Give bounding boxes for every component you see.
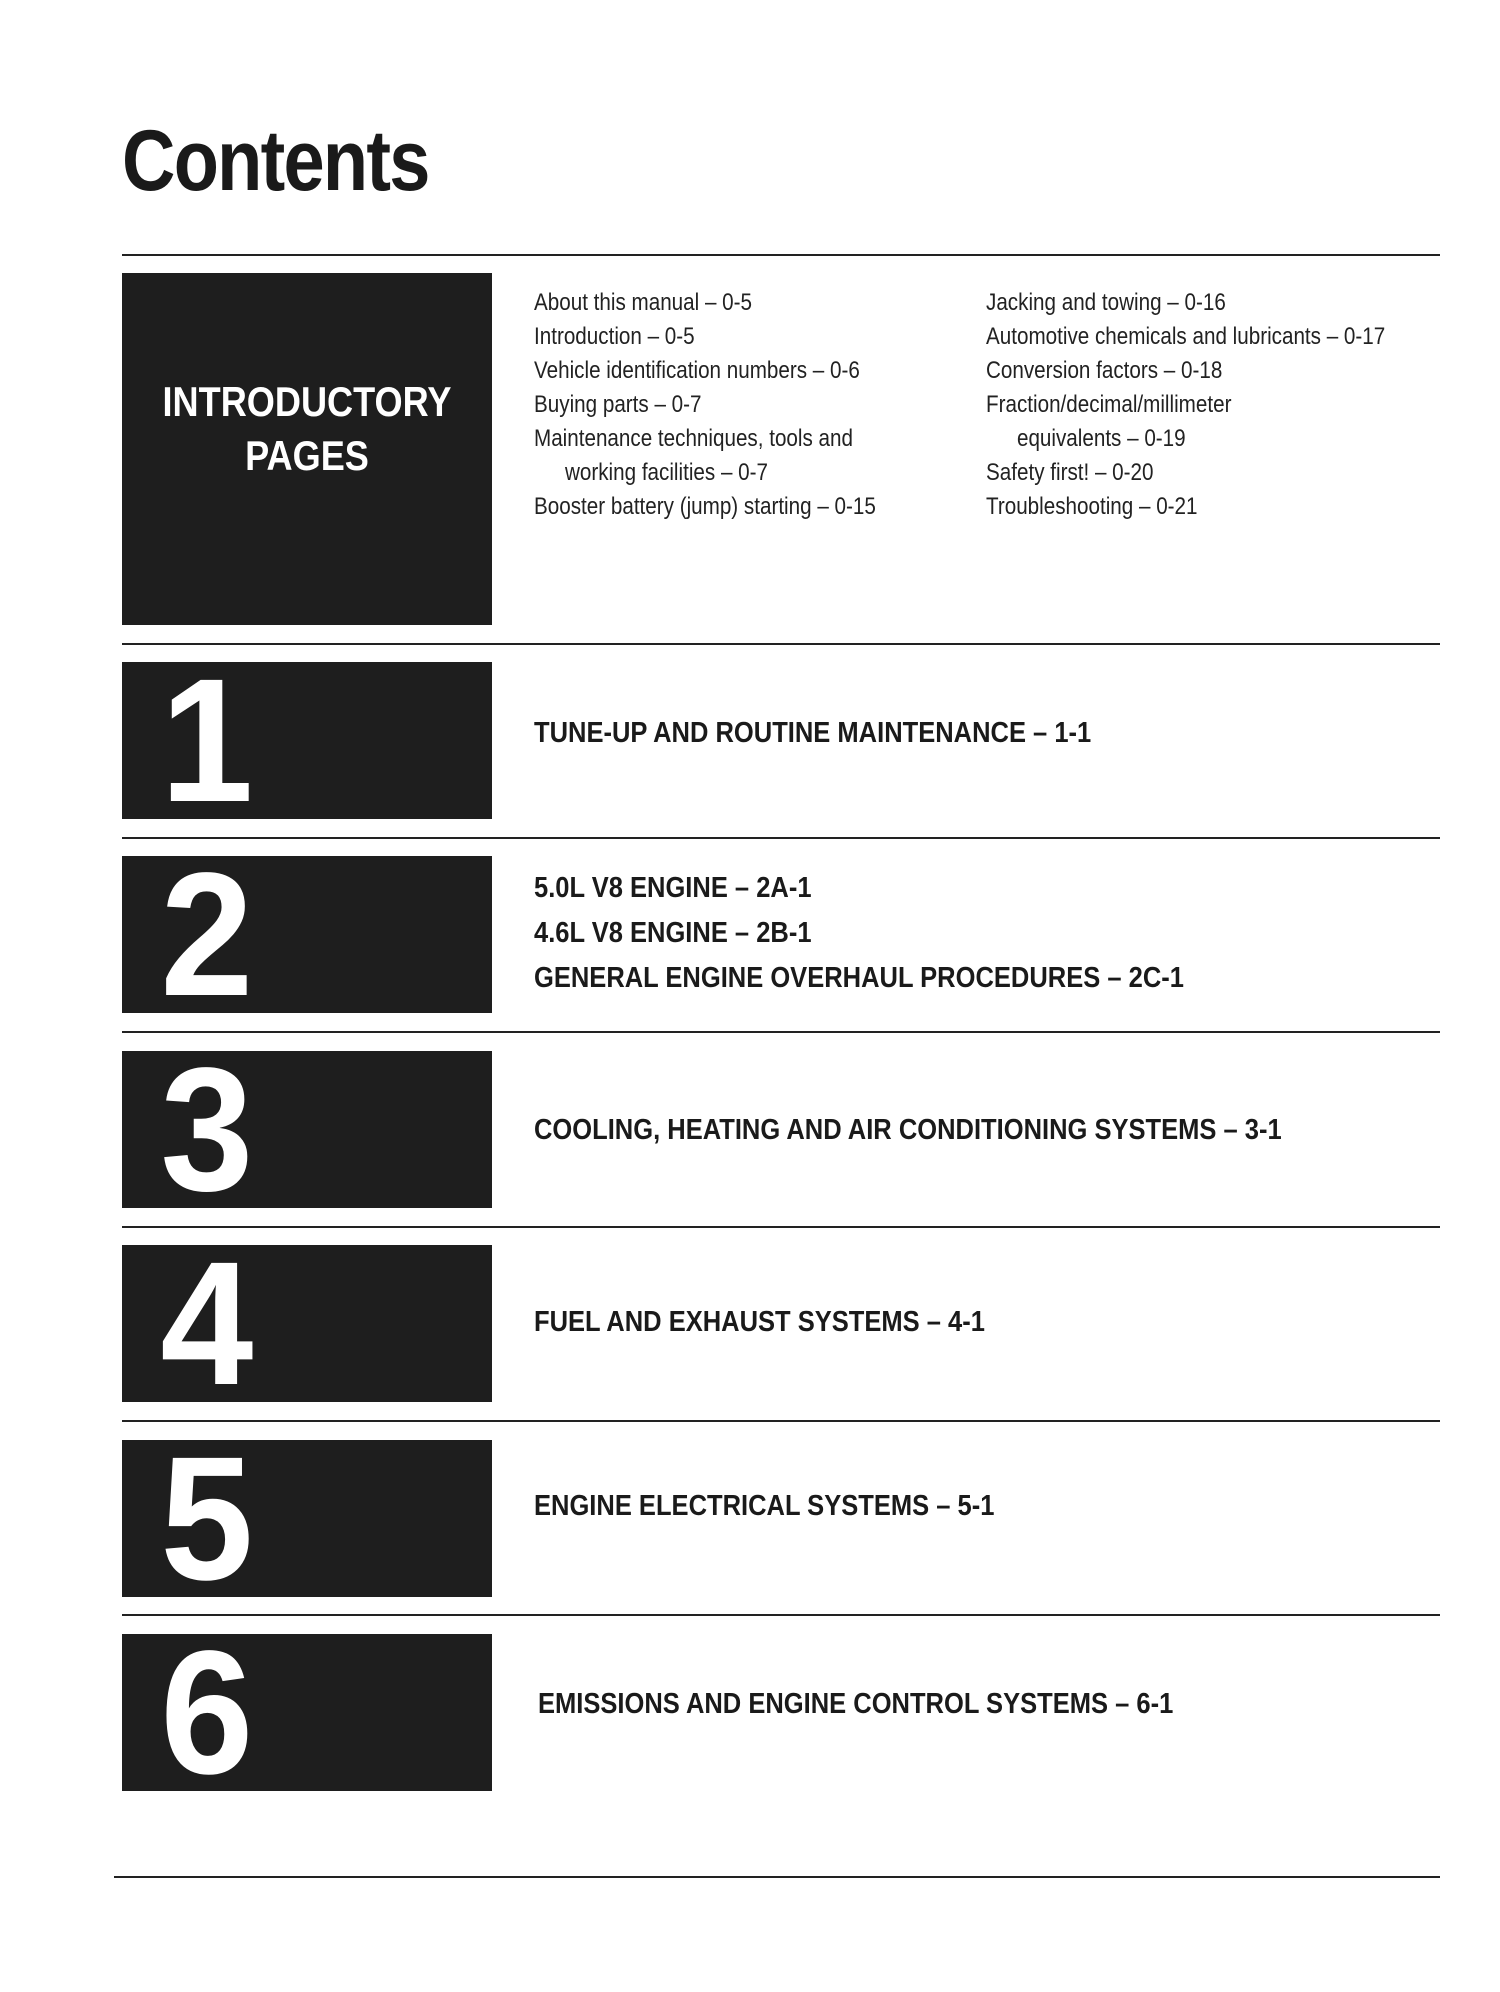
chapter-number: 1 (160, 662, 250, 819)
toc-entry[interactable]: Automotive chemicals and lubricants – 0-17 (986, 323, 1386, 350)
chapter-number: 2 (160, 856, 250, 1013)
divider (122, 254, 1440, 256)
toc-entry[interactable]: About this manual – 0-5 (534, 289, 753, 316)
divider (122, 1226, 1440, 1228)
toc-entry[interactable]: Introduction – 0-5 (534, 323, 695, 350)
toc-entry[interactable]: Jacking and towing – 0-16 (986, 289, 1226, 316)
chapter-2-block (122, 856, 492, 1013)
toc-entry[interactable]: Buying parts – 0-7 (534, 391, 702, 418)
chapter-5-block (122, 1440, 492, 1597)
intro-block-label: PAGES (245, 432, 369, 479)
toc-entry[interactable]: Fraction/decimal/millimeter (986, 391, 1232, 418)
intro-block-label: INTRODUCTORY (162, 378, 452, 425)
toc-entry[interactable]: Safety first! – 0-20 (986, 459, 1154, 486)
page-title: Contents (122, 113, 429, 209)
chapter-number: 4 (160, 1245, 250, 1402)
toc-entry[interactable]: Booster battery (jump) starting – 0-15 (534, 493, 876, 520)
chapter-1-entries (534, 711, 1167, 756)
chapter-entry[interactable]: GENERAL ENGINE OVERHAUL PROCEDURES – 2C-1 (534, 962, 1184, 994)
chapter-6-block (122, 1634, 492, 1791)
divider (122, 1420, 1440, 1422)
intro-list-left (534, 286, 932, 524)
divider (122, 1031, 1440, 1033)
intro-section-block (122, 273, 492, 625)
chapter-6-entries (538, 1682, 1260, 1727)
chapter-entry[interactable]: EMISSIONS AND ENGINE CONTROL SYSTEMS – 6-1 (538, 1688, 1174, 1720)
chapter-3-entries (534, 1108, 1384, 1153)
chapter-entry[interactable]: 5.0L V8 ENGINE – 2A-1 (534, 872, 812, 904)
divider (122, 643, 1440, 645)
chapter-3-block (122, 1051, 492, 1208)
chapter-entry[interactable]: FUEL AND EXHAUST SYSTEMS – 4-1 (534, 1306, 985, 1338)
toc-entry-continued[interactable]: equivalents – 0-19 (1016, 425, 1186, 452)
toc-entry[interactable]: Maintenance techniques, tools and (534, 425, 853, 452)
chapter-4-block (122, 1245, 492, 1402)
intro-list-right (986, 286, 1450, 524)
toc-entry[interactable]: Conversion factors – 0-18 (986, 357, 1223, 384)
chapter-4-entries (534, 1300, 1046, 1345)
chapter-entry[interactable]: 4.6L V8 ENGINE – 2B-1 (534, 917, 812, 949)
chapter-number: 6 (160, 1634, 250, 1791)
divider (122, 1614, 1440, 1616)
footer-divider (114, 1876, 1440, 1878)
chapter-entry[interactable]: COOLING, HEATING AND AIR CONDITIONING SYSTEMS – 3-1 (534, 1114, 1282, 1146)
toc-entry-continued[interactable]: working facilities – 0-7 (564, 459, 769, 486)
divider (122, 837, 1440, 839)
chapter-2-entries (534, 866, 1273, 1001)
chapter-entry[interactable]: TUNE-UP AND ROUTINE MAINTENANCE – 1-1 (534, 717, 1092, 749)
chapter-entry[interactable]: ENGINE ELECTRICAL SYSTEMS – 5-1 (534, 1490, 995, 1522)
toc-entry[interactable]: Vehicle identification numbers – 0-6 (534, 357, 860, 384)
toc-entry[interactable]: Troubleshooting – 0-21 (986, 493, 1198, 520)
chapter-1-block (122, 662, 492, 819)
chapter-number: 5 (160, 1440, 250, 1597)
chapter-number: 3 (160, 1051, 250, 1208)
chapter-5-entries (534, 1484, 1057, 1529)
